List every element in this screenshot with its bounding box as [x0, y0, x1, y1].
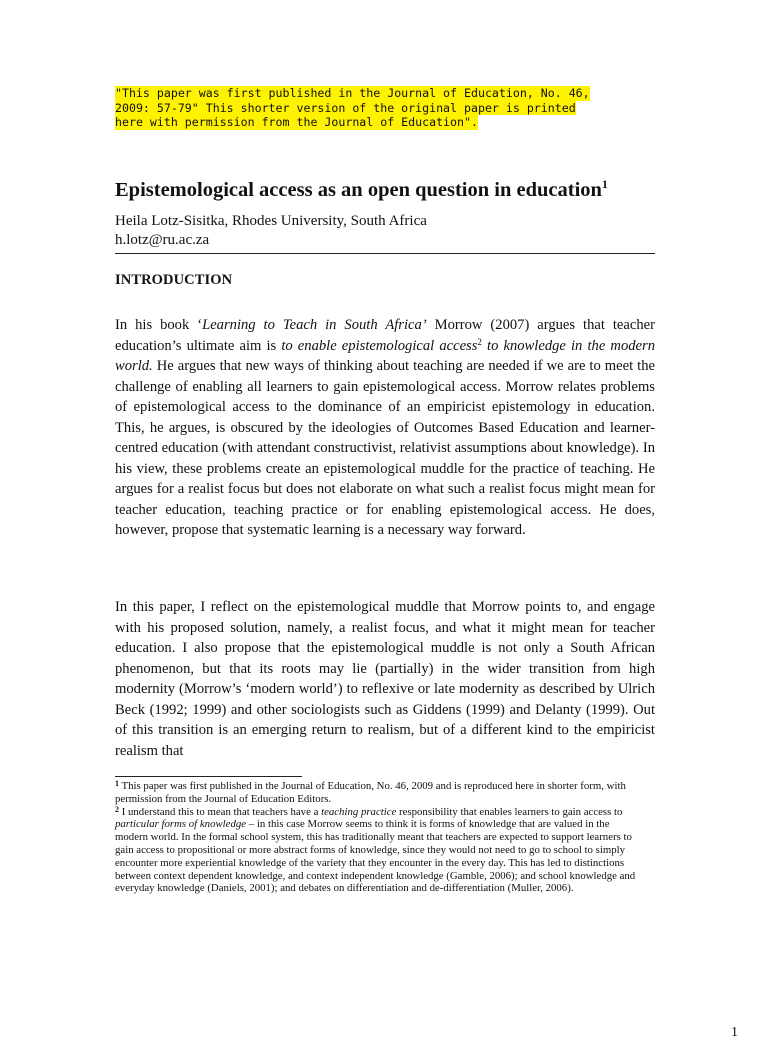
- footnotes: [115, 780, 640, 895]
- paragraph-1-text: He argues that new ways of thinking about teaching are needed if we are to meet the challenge of enabling all learners to gain epistemological access. Morrow relates problems of epistemological access to the dominance of an empiricist epistemology in education. This, he argues, is obscured by the ideologies of Outcomes Based Education and learner-centred education (with attendant constructivist, relativist assumptions about knowledge). In his view, these problems create an epistemological muddle for the practice of teaching. He argues for a realist focus but does not elaborate on what such a realist focus might mean for teacher education, teaching practice or for enabling epistemological access. He does, however, propose that systematic learning is a necessary way forward.: [115, 358, 655, 538]
- footnote-1-marker: 1: [115, 779, 119, 788]
- footnote-2: [115, 806, 640, 896]
- paragraph-1-text: In his book ‘: [115, 317, 203, 333]
- author-email[interactable]: h.lotz@ru.ac.za: [115, 232, 210, 248]
- footnote-divider: [115, 776, 302, 777]
- document-page: [115, 86, 738, 1040]
- footnote-2-text: responsibility that enables learners to gain access to: [396, 805, 623, 818]
- footnote-marker-2[interactable]: 2: [477, 336, 482, 347]
- footnote-2-italic: teaching practice: [321, 805, 397, 818]
- paragraph-2: In this paper, I reflect on the epistemological muddle that Morrow points to, and engage with his proposed solution, namely, a realist focus, and what it might mean for teacher education. I also propose that the epistemological muddle is not only a South African phenomenon, but that its roots may lie (partially) in the wider transition from high modernity (Morrow’s ‘modern world’) to reflexive or late modernity as described by Ulrich Beck (1992; 1999) and other sociologists such as Giddens (1999) and Delanty (1999). Out of this transition is an emerging return to realism, but of a different kind to the empiricist realism that: [115, 599, 655, 759]
- book-title: Learning to Teach in South Africa’: [202, 317, 427, 333]
- paragraph-1-text: Morrow (2007) argues that teacher education’s ultimate aim is: [115, 317, 655, 354]
- title-footnote-marker[interactable]: 1: [601, 177, 608, 191]
- footnote-1: [115, 780, 640, 806]
- paper-title-text: Epistemological access as an open question in education: [115, 179, 602, 201]
- aim-phrase: to enable epistemological access: [281, 337, 478, 354]
- footnote-2-text: – in this case Morrow seems to think it is forms of knowledge that are valued in the modern world. In the formal school system, this has traditionally meant that teachers are expected to support learners to gain access to propositional or more abstract forms of knowledge, since they would not need to go to school to simply encounter more experiential knowledge of the variety that they encounter in the every day. This has led to distinctions between context dependent knowledge, and context independent knowledge (Gamble, 2006); and school knowledge and everyday knowledge (Daniels, 2001); and debates on differentiation and de-differentiation (Muller, 2006).: [115, 818, 636, 895]
- page-number: 1: [731, 1025, 738, 1040]
- notice-line: here with permission from the Journal of Education".: [115, 115, 478, 129]
- publication-notice: [115, 86, 655, 130]
- section-heading: INTRODUCTION: [115, 272, 233, 288]
- notice-line: 2009: 57-79" This shorter version of the original paper is printed: [115, 100, 576, 115]
- header-divider: [115, 253, 655, 254]
- footnote-2-italic: particular forms of knowledge: [115, 818, 247, 831]
- paragraph-1: [115, 315, 655, 541]
- footnote-2-marker: 2: [115, 804, 119, 814]
- author-affiliation: Heila Lotz-Sisitka, Rhodes University, South Africa: [115, 213, 427, 229]
- paper-title: [115, 179, 608, 202]
- notice-line: "This paper was first published in the Journal of Education, No. 46,: [115, 86, 590, 100]
- footnote-1-text: This paper was first published in the Journal of Education, No. 46, 2009 and is reproduced here in shorter form, with permission from the Journal of Education Editors.: [115, 780, 626, 805]
- footnote-2-text: I understand this to mean that teachers have a: [119, 805, 322, 818]
- aim-phrase: to knowledge in the modern world.: [115, 337, 655, 374]
